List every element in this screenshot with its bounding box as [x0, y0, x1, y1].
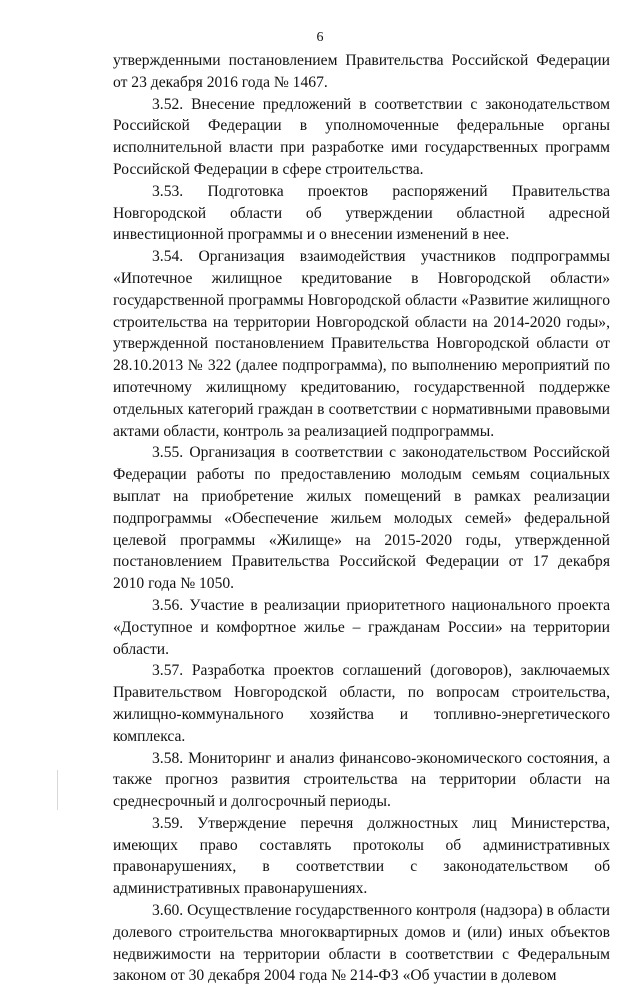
paragraph-3-56: 3.56. Участие в реализации приоритетного национального проекта «Доступное и комфортное жилье – гражданам России» на территории области.: [113, 596, 610, 658]
page-number: 6: [316, 30, 324, 45]
paragraph-3-60: 3.60. Осуществление государственного контроля (надзора) в области долевого строительства многоквартирных домов и (или) иных объектов недвижимости на территории области в соответствии с Федеральным законом от 30 декабря 2004 года № 214-ФЗ «Об участии в долевом: [113, 902, 610, 985]
paragraph-3-52: 3.52. Внесение предложений в соответствии с законодательством Российской Федерации в уполномоченные федеральные органы исполнительной власти при разработке ими государственных программ Российской Федерации в сфере строительства.: [113, 95, 610, 178]
scan-edge-mark: [57, 770, 58, 810]
paragraph-3-54: 3.54. Организация взаимодействия участников подпрограммы «Ипотечное жилищное кредитование в Новгородской области» государственной программы Новгородской области «Развитие жилищного строительства на территории Новгородской области на 2014-2020 годы», утвержденной постановлением Правительства Новгородской области от 28.10.2013 № 322 (далее подпрограмма), по выполнению мероприятий по ипотечному жилищному кредитованию, государственной поддержке отдельных категорий граждан в соответствии с нормативными правовыми актами области, контроль за реализацией подпрограммы.: [113, 248, 610, 440]
paragraph-3-57: 3.57. Разработка проектов соглашений (договоров), заключаемых Правительством Новгородской области, по вопросам строительства, жилищно-коммунального хозяйства и топливно-энергетического комплекса.: [113, 662, 610, 745]
paragraph-3-59: 3.59. Утверждение перечня должностных лиц Министерства, имеющих право составлять протоколы об административных правонарушениях, в соответствии с законодательством об административных правонарушениях.: [113, 814, 610, 898]
paragraph-3-53: 3.53. Подготовка проектов распоряжений Правительства Новгородской области об утверждении областной адресной инвестиционной программы и о внесении изменений в нее.: [113, 182, 610, 244]
paragraph-3-55: 3.55. Организация в соответствии с законодательством Российской Федерации работы по предоставлению молодым семьям социальных выплат на приобретение жилых помещений в рамках реализации подпрограммы «Обеспечение жильем молодых семей» федеральной целевой программы «Жилище» на 2015-2020 годы, утвержденной постановлением Правительства Российской Федерации от 17 декабря 2010 года № 1050.: [113, 444, 610, 593]
document-body: [113, 50, 610, 987]
paragraph-3-58: 3.58. Мониторинг и анализ финансово-экономического состояния, а также прогноз развития строительства на территории области на среднесрочный и долгосрочный периоды.: [113, 749, 610, 811]
paragraph-continuation: утвержденными постановлением Правительства Российской Федерации от 23 декабря 2016 года № 1467.: [113, 52, 610, 91]
